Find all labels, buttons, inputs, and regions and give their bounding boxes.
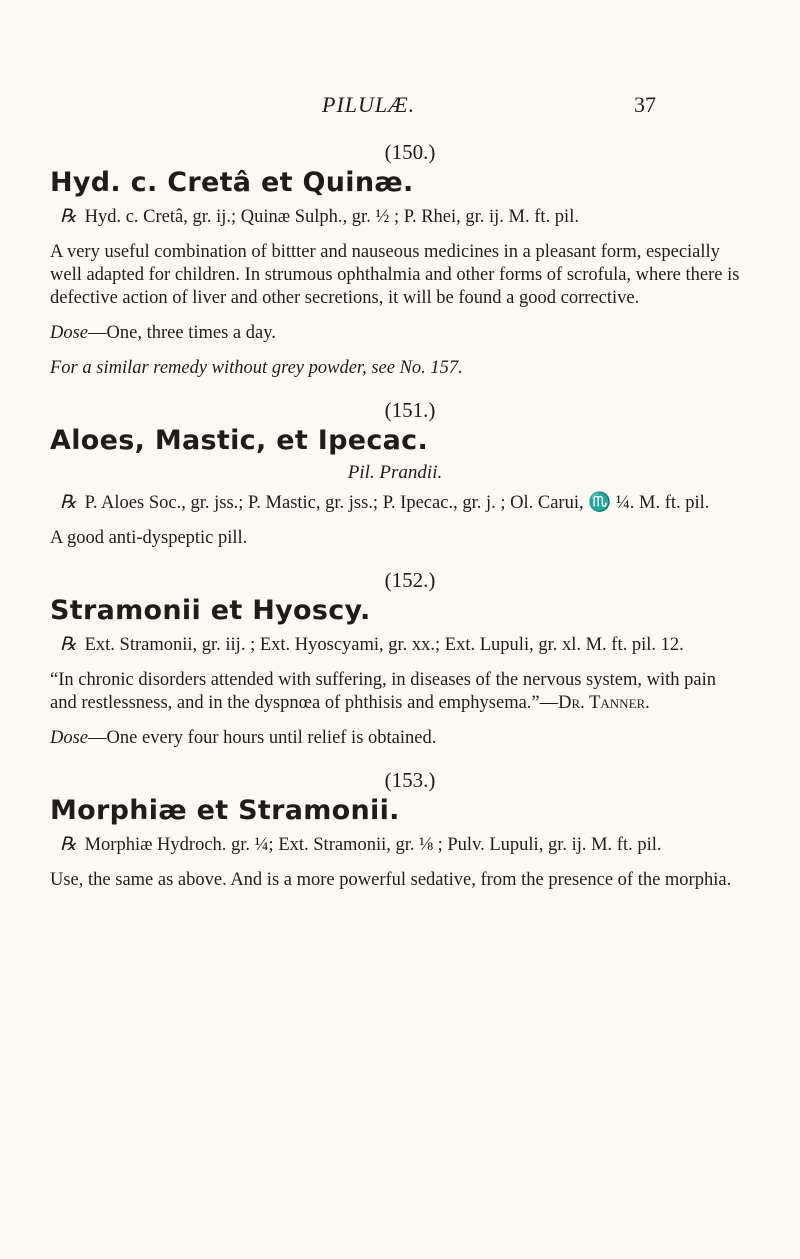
- description: A very useful combination of bittter and nauseous medicines in a pleasant form, especially well adapted for children. In strumous ophthalmia and other forms of scrofula, where there is defective action of liver and other secretions, it will be found a good corrective.: [50, 242, 740, 308]
- entry-153: [50, 768, 740, 892]
- entry-152: [50, 568, 740, 750]
- entry-subtitle: Pil. Prandii.: [347, 462, 443, 483]
- recipe: [50, 634, 740, 657]
- entry-151: [50, 398, 740, 550]
- entry-150: [50, 140, 740, 380]
- entry-number: (151.): [384, 398, 436, 422]
- recipe-symbol: ℞: [60, 635, 77, 655]
- dose: [50, 727, 740, 750]
- dose-text: —One every four hours until relief is obtained.: [88, 728, 437, 748]
- recipe: [50, 492, 740, 515]
- running-head: [0, 92, 800, 122]
- dose-text: —One, three times a day.: [88, 323, 276, 343]
- description: A good anti-dyspeptic pill.: [50, 528, 248, 548]
- entry-title: Aloes, Mastic, et Ipecac.: [50, 425, 429, 456]
- recipe-text: Ext. Stramonii, gr. iij. ; Ext. Hyoscyami, gr. xx.; Ext. Lupuli, gr. xl. M. ft. pil. 12.: [84, 635, 684, 655]
- dose-label: Dose: [50, 323, 89, 343]
- description: Use, the same as above. And is a more powerful sedative, from the presence of the morphia.: [50, 870, 732, 890]
- recipe-text: Hyd. c. Cretâ, gr. ij.; Quinæ Sulph., gr. ½ ; P. Rhei, gr. ij. M. ft. pil.: [84, 207, 579, 227]
- dose-label: Dose: [50, 728, 89, 748]
- page-number: 37: [634, 92, 656, 117]
- entry-title: Hyd. c. Cretâ et Quinæ.: [50, 167, 414, 198]
- recipe-text: Morphiæ Hydroch. gr. ¼; Ext. Stramonii, gr. ⅛ ; Pulv. Lupuli, gr. ij. M. ft. pil.: [84, 835, 662, 855]
- dose: [50, 322, 740, 345]
- entry-number: (152.): [384, 568, 436, 592]
- quote-author: Dr. Tanner.: [558, 693, 650, 713]
- entry-number: (150.): [384, 140, 436, 164]
- quotation: [50, 669, 740, 715]
- cross-reference-note: For a similar remedy without grey powder, see No. 157.: [50, 358, 463, 378]
- quote-text: “In chronic disorders attended with suffering, in diseases of the nervous system, with pain and restlessness, and in the dyspnœa of phthisis and emphysema.”—: [50, 670, 717, 713]
- recipe: [50, 834, 740, 857]
- recipe-symbol: ℞: [60, 835, 77, 855]
- recipe-symbol: ℞: [60, 207, 77, 227]
- entry-title: Stramonii et Hyoscy.: [50, 595, 371, 626]
- recipe: [50, 206, 740, 229]
- recipe-text: P. Aloes Soc., gr. jss.; P. Mastic, gr. jss.; P. Ipecac., gr. j. ; Ol. Carui, ♏ ¼. M. ft. pil.: [84, 493, 710, 513]
- recipe-symbol: ℞: [60, 493, 77, 513]
- entry-number: (153.): [384, 768, 436, 792]
- running-title: PILULÆ.: [322, 92, 416, 117]
- page-content: [50, 140, 740, 910]
- entry-title: Morphiæ et Stramonii.: [50, 795, 400, 826]
